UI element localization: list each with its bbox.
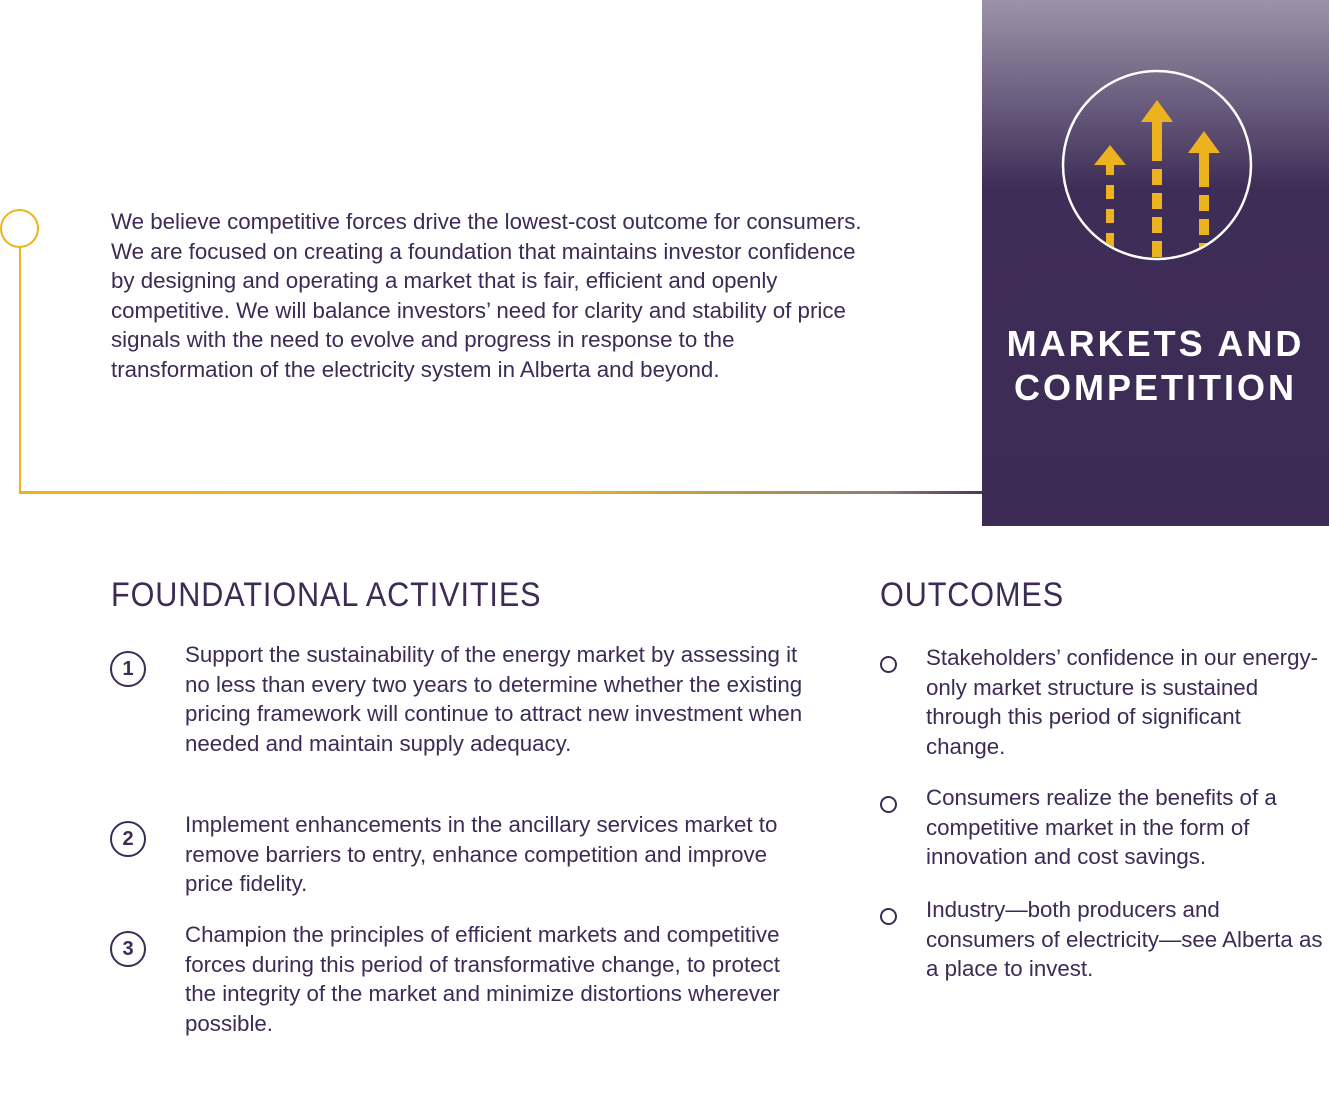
activity-text: Support the sustainability of the energy market by assessing it no less than every two years to determine whether the existing pricing framework will continue to attract new investment when needed and maintain supply adequacy. xyxy=(185,642,803,756)
section-panel xyxy=(982,0,1329,526)
panel-title-line2: COMPETITION xyxy=(1014,367,1297,408)
panel-title xyxy=(982,322,1329,410)
outcome-text: Industry—both producers and consumers of electricity—see Alberta as a place to invest. xyxy=(926,897,1323,982)
number-badge-icon: 1 xyxy=(110,651,146,687)
activity-text: Implement enhancements in the ancillary services market to remove barriers to entry, enhance competition and improve price fidelity. xyxy=(185,812,778,897)
connector-circle-icon xyxy=(0,209,39,248)
outcomes-heading: OUTCOMES xyxy=(880,576,1065,614)
circle-bullet-icon xyxy=(880,656,897,673)
intro-paragraph: We believe competitive forces drive the lowest-cost outcome for consumers. We are focused on creating a foundation that maintains investor confidence by designing and operating a market that is fair, efficient and openly competitive. We will balance investors’ need for clarity and stability of price signals with the need to evolve and progress in response to the transformation of the electricity system in Alberta and beyond. xyxy=(111,209,862,382)
panel-title-line1: MARKETS AND xyxy=(1006,323,1305,364)
outcome-text: Stakeholders’ confidence in our energy-only market structure is sustained through this period of significant change. xyxy=(926,645,1319,759)
connector-line-vertical xyxy=(19,248,21,494)
outcome-text: Consumers realize the benefits of a competitive market in the form of innovation and cost savings. xyxy=(926,785,1277,870)
foundational-activities-heading: FOUNDATIONAL ACTIVITIES xyxy=(111,576,542,614)
number-badge-icon: 3 xyxy=(110,931,146,967)
upward-arrows-icon xyxy=(1061,69,1253,261)
circle-bullet-icon xyxy=(880,908,897,925)
number-badge-icon: 2 xyxy=(110,821,146,857)
activity-text: Champion the principles of efficient markets and competitive forces during this period of transformative change, to protect the integrity of the market and minimize distortions wherever possible. xyxy=(185,922,780,1036)
circle-bullet-icon xyxy=(880,796,897,813)
